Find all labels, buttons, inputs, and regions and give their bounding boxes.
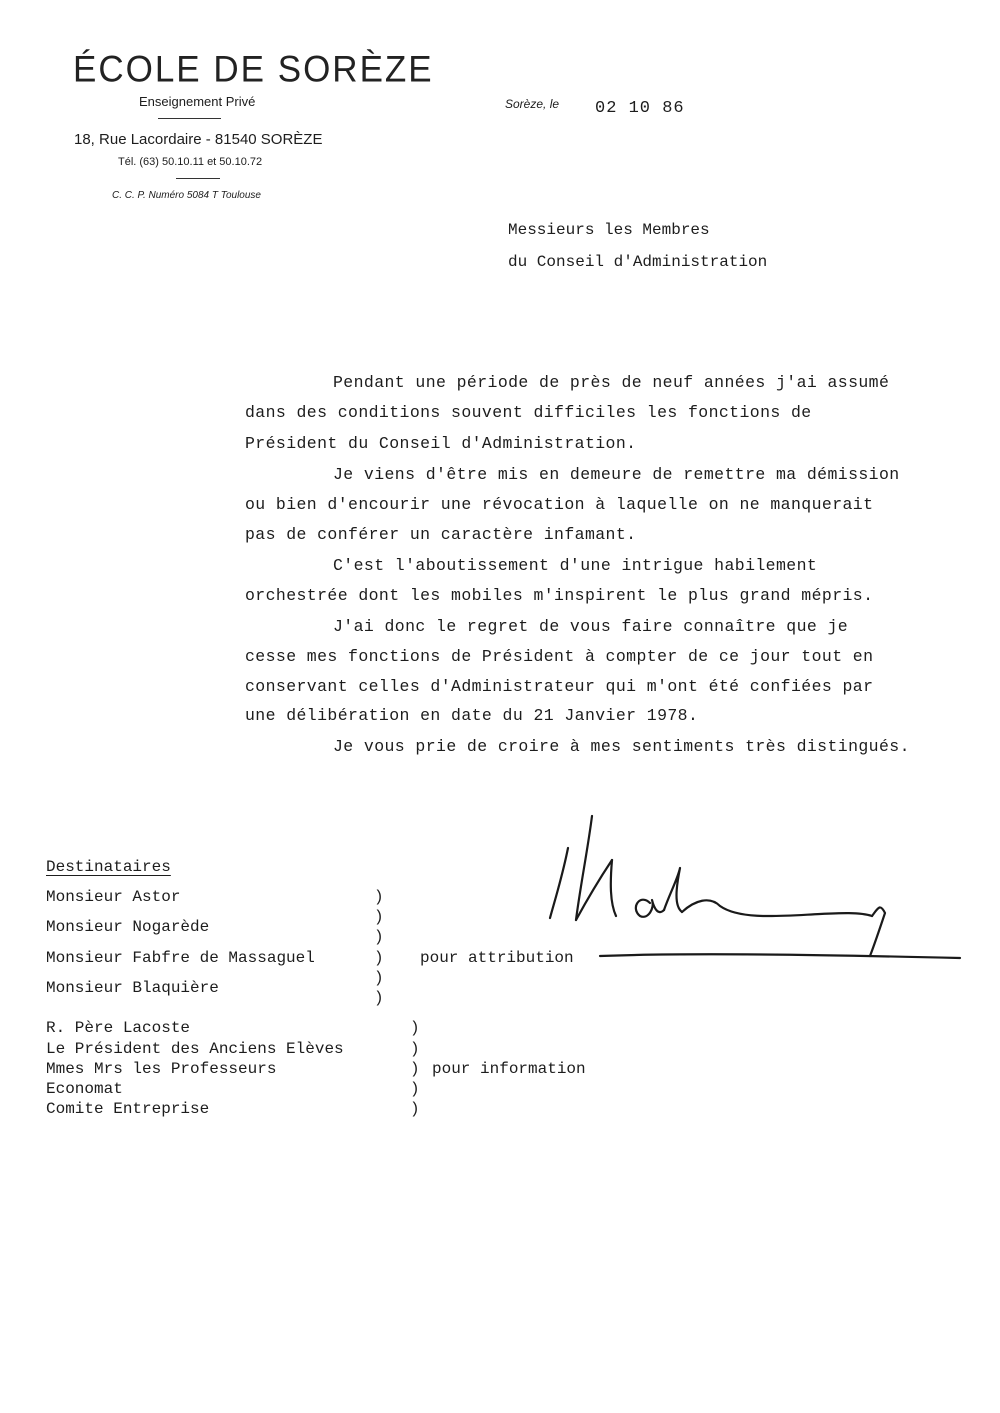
date-value: 02 10 86 bbox=[595, 99, 685, 118]
school-subtitle: Enseignement Privé bbox=[139, 94, 256, 109]
recipient-information: Comite Entreprise bbox=[46, 1100, 210, 1118]
bracket-paren: ) bbox=[410, 1060, 420, 1078]
recipient-information: Economat bbox=[46, 1080, 123, 1098]
body-line: Je vous prie de croire à mes sentiments très distingués. bbox=[333, 737, 910, 756]
school-address: 18, Rue Lacordaire - 81540 SORÈZE bbox=[74, 131, 323, 148]
bracket-paren: ) bbox=[374, 989, 384, 1007]
body-line: cesse mes fonctions de Président à compter de ce jour tout en bbox=[245, 647, 874, 666]
body-line: orchestrée dont les mobiles m'inspirent le plus grand mépris. bbox=[245, 586, 874, 605]
body-line: Pendant une période de près de neuf années j'ai assumé bbox=[333, 373, 890, 392]
bracket-paren: ) bbox=[374, 969, 384, 987]
attribution-note: pour attribution bbox=[420, 949, 574, 967]
addressee-line-2: du Conseil d'Administration bbox=[508, 253, 768, 271]
date-label: Sorèze, le bbox=[505, 97, 560, 111]
school-name: ÉCOLE DE SORÈZE bbox=[73, 49, 434, 90]
recipient-attribution: Monsieur Fabfre de Massaguel bbox=[46, 949, 315, 967]
letterhead-rule bbox=[176, 178, 220, 179]
information-note: pour information bbox=[432, 1060, 586, 1078]
recipients-heading: Destinataires bbox=[46, 858, 171, 876]
bracket-paren: ) bbox=[410, 1080, 420, 1098]
recipient-attribution: Monsieur Astor bbox=[46, 888, 181, 906]
bracket-paren: ) bbox=[374, 888, 384, 906]
recipient-attribution: Monsieur Blaquière bbox=[46, 979, 219, 997]
body-line: pas de conférer un caractère infamant. bbox=[245, 525, 637, 544]
letterhead-rule bbox=[158, 118, 221, 119]
body-line: conservant celles d'Administrateur qui m'ont été confiées par bbox=[245, 677, 874, 696]
addressee-line-1: Messieurs les Membres bbox=[508, 221, 710, 239]
bracket-paren: ) bbox=[374, 908, 384, 926]
body-line: dans des conditions souvent difficiles les fonctions de bbox=[245, 403, 812, 422]
body-line: Président du Conseil d'Administration. bbox=[245, 434, 637, 453]
bracket-paren: ) bbox=[410, 1019, 420, 1037]
school-ccp: C. C. P. Numéro 5084 T Toulouse bbox=[112, 190, 261, 201]
recipient-information: Mmes Mrs les Professeurs bbox=[46, 1060, 277, 1078]
recipient-information: Le Président des Anciens Elèves bbox=[46, 1040, 344, 1058]
recipient-information: R. Père Lacoste bbox=[46, 1019, 191, 1037]
body-line: J'ai donc le regret de vous faire connaître que je bbox=[333, 617, 849, 636]
bracket-paren: ) bbox=[374, 928, 384, 946]
signature-icon bbox=[540, 808, 970, 968]
bracket-paren: ) bbox=[410, 1100, 420, 1118]
recipient-attribution: Monsieur Nogarède bbox=[46, 918, 210, 936]
body-line: une délibération en date du 21 Janvier 1978. bbox=[245, 706, 699, 725]
body-line: Je viens d'être mis en demeure de remettre ma démission bbox=[333, 465, 900, 484]
body-line: ou bien d'encourir une révocation à laquelle on ne manquerait bbox=[245, 495, 874, 514]
body-line: C'est l'aboutissement d'une intrigue habilement bbox=[333, 556, 818, 575]
bracket-paren: ) bbox=[374, 949, 384, 967]
bracket-paren: ) bbox=[410, 1040, 420, 1058]
school-phone: Tél. (63) 50.10.11 et 50.10.72 bbox=[118, 156, 263, 168]
